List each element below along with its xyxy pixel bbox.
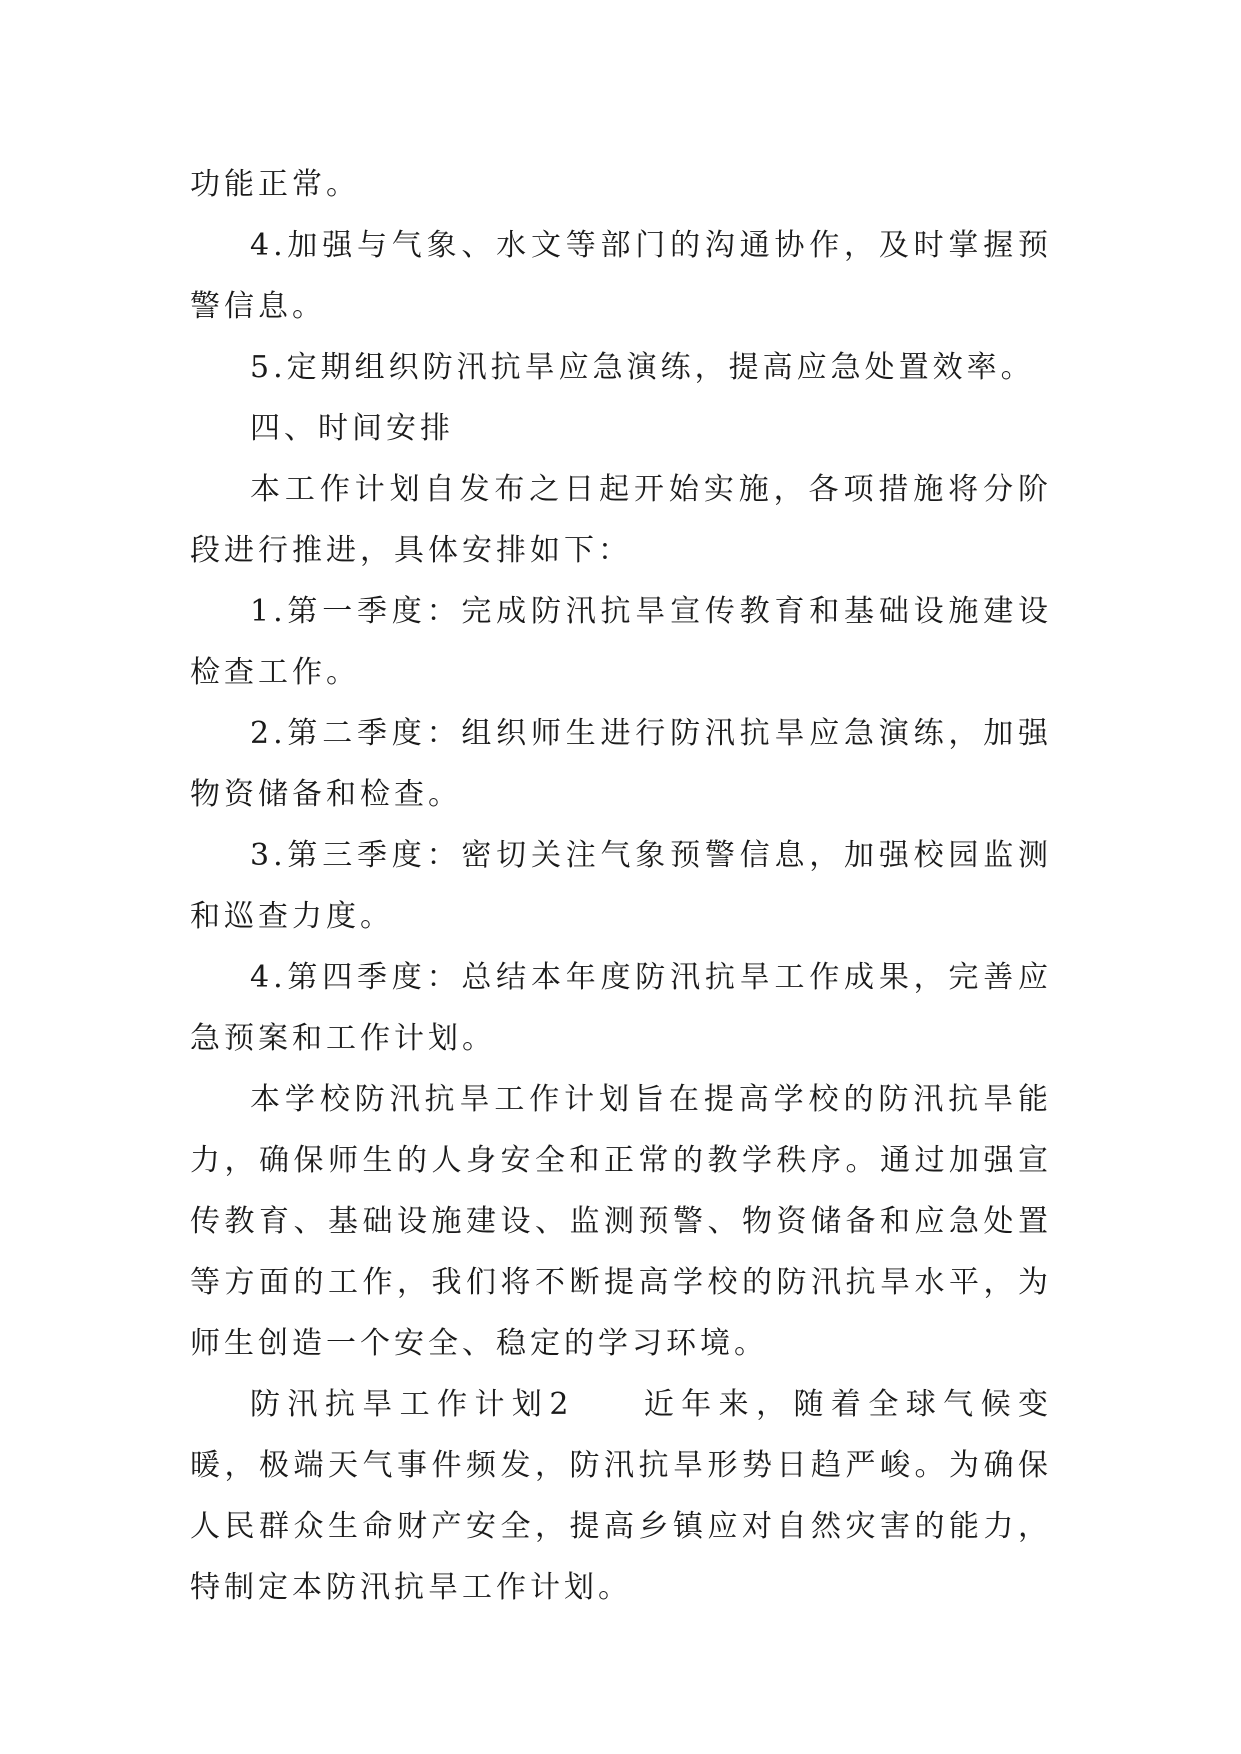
section-heading-schedule: 四、时间安排 xyxy=(250,411,454,446)
paragraph-quarter-4: 4.第四季度：总结本年度防汛抗旱工作成果，完善应急预案和工作计划。 xyxy=(190,960,1052,1056)
paragraph-plan-2 xyxy=(190,1374,1052,1618)
paragraph-summary: 本学校防汛抗旱工作计划旨在提高学校的防汛抗旱能力，确保师生的人身安全和正常的教学秩序。通过加强宣传教育、基础设施建设、监测预警、物资储备和应急处置等方面的工作，我们将不断提高学校的防汛抗旱水平，为师生创造一个安全、稳定的学习环境。 xyxy=(190,1082,1052,1361)
plan-2-text: 近年来，随着全球气候变暖，极端天气事件频发，防汛抗旱形势日趋严峻。为确保人民群众生命财产安全，提高乡镇应对自然灾害的能力，特制定本防汛抗旱工作计划。 xyxy=(190,1387,1052,1605)
paragraph-item-5: 5.定期组织防汛抗旱应急演练，提高应急处置效率。 xyxy=(250,350,1035,385)
paragraph-quarter-1: 1.第一季度：完成防汛抗旱宣传教育和基础设施建设检查工作。 xyxy=(190,594,1052,690)
paragraph-quarter-2: 2.第二季度：组织师生进行防汛抗旱应急演练，加强物资储备和检查。 xyxy=(190,716,1052,812)
paragraph-continuation: 功能正常。 xyxy=(190,167,360,202)
plan-2-heading: 防汛抗旱工作计划2 xyxy=(250,1387,573,1422)
paragraph-quarter-3: 3.第三季度：密切关注气象预警信息，加强校园监测和巡查力度。 xyxy=(190,838,1052,934)
paragraph-schedule-intro: 本工作计划自发布之日起开始实施，各项措施将分阶段进行推进，具体安排如下： xyxy=(190,472,1052,568)
paragraph-item-4: 4.加强与气象、水文等部门的沟通协作，及时掌握预警信息。 xyxy=(190,228,1052,324)
document-body xyxy=(190,154,1052,1618)
